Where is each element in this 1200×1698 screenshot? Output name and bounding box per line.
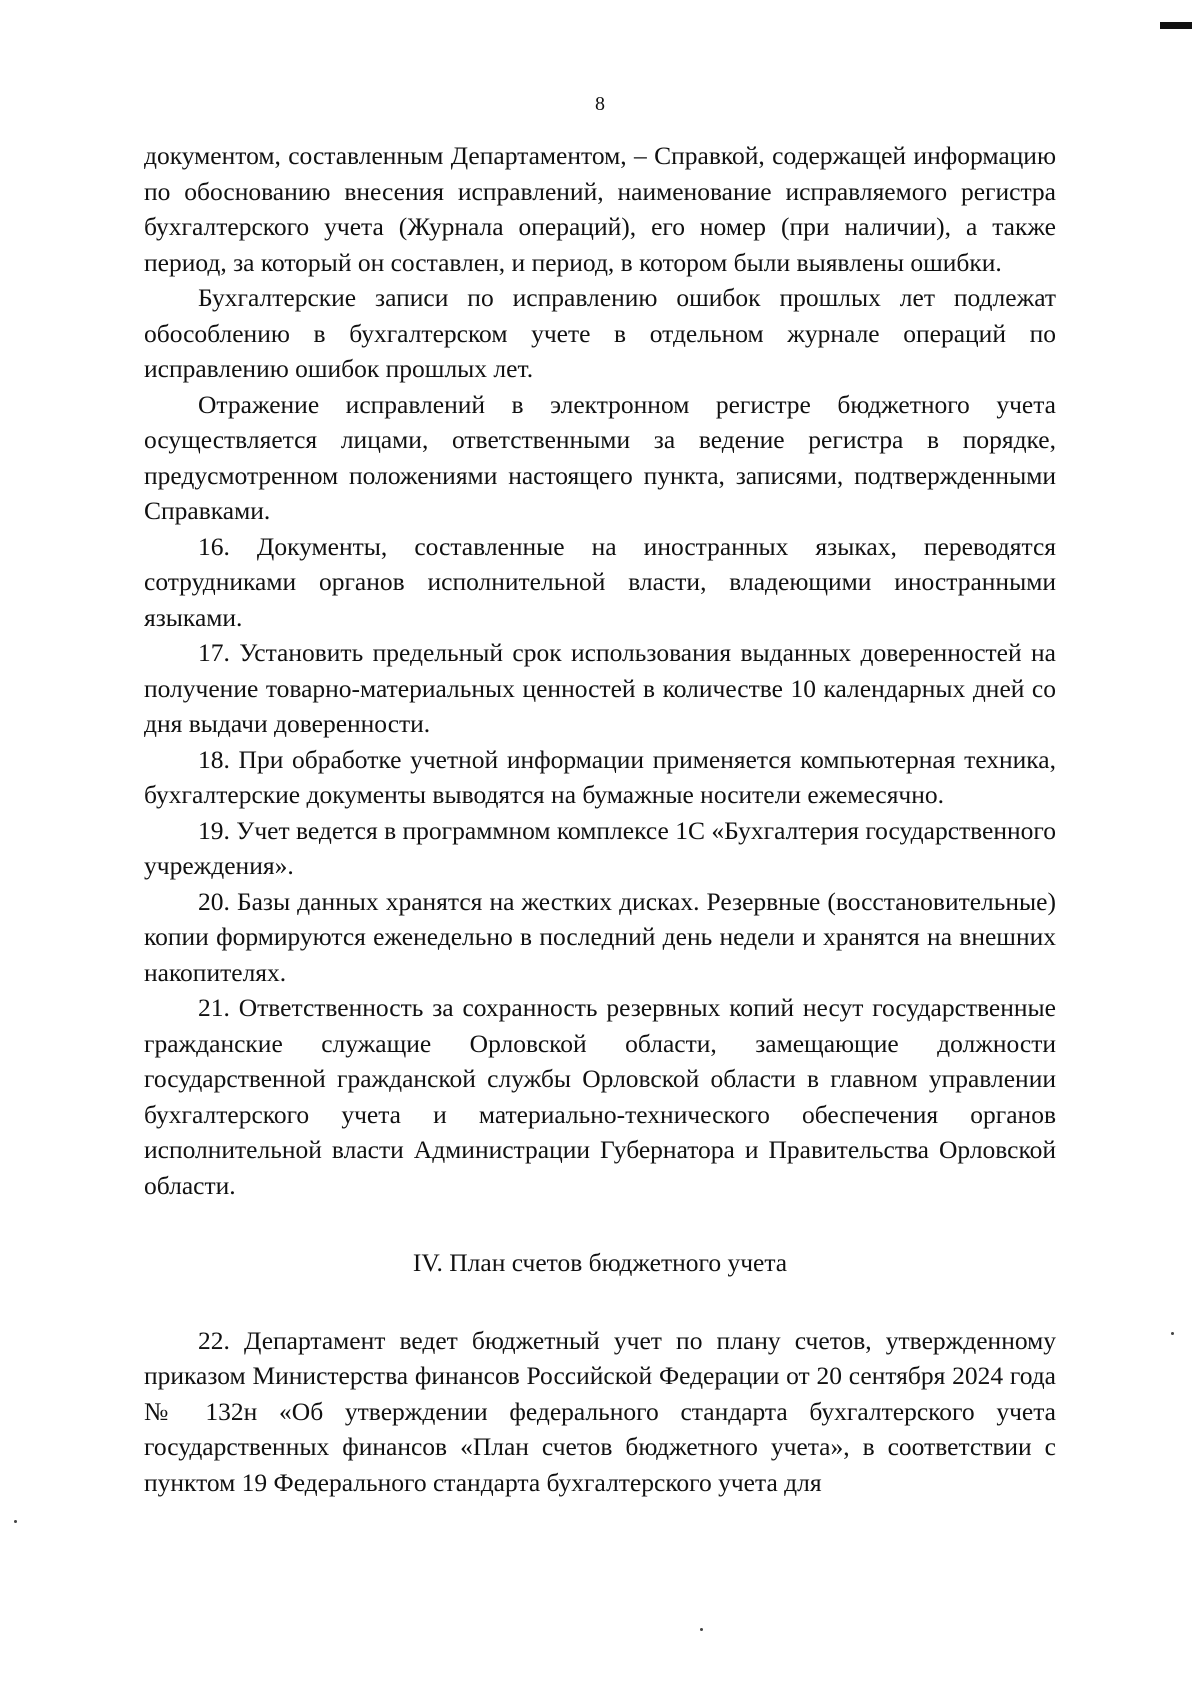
corner-scan-mark	[1160, 22, 1192, 29]
paragraph-continuation: документом, составленным Департаментом, – Справкой, содержащей информацию по обоснованию внесения исправлений, наименование исправляемого регистра бухгалтерского учета (Журнала операций), его номер (при наличии), а также период, за который он составлен, и период, в котором были выявлены ошибки.	[144, 141, 1056, 277]
section-heading: IV. План счетов бюджетного учета	[412, 1248, 788, 1277]
paragraph-item-19: 19. Учет ведется в программном комплексе 1С «Бухгалтерия государственного учреждения».	[144, 815, 1056, 880]
scan-speck	[700, 1628, 703, 1631]
paragraph-item-20: 20. Базы данных хранятся на жестких дисках. Резервные (восстановительные) копии формируются еженедельно в последний день недели и хранятся на внешних накопителях.	[144, 886, 1056, 987]
document-body	[144, 138, 1056, 1500]
scan-speck	[14, 1520, 17, 1523]
paragraph-item-16: 16. Документы, составленные на иностранных языках, переводятся сотрудниками органов исполнительной власти, владеющими иностранными языками.	[144, 531, 1056, 632]
paragraph-electronic-register: Отражение исправлений в электронном регистре бюджетного учета осуществляется лицами, ответственными за ведение регистра в порядке, предусмотренном положениями настоящего пункта, записями, подтвержденными Справками.	[144, 389, 1056, 525]
paragraph-item-18: 18. При обработке учетной информации применяется компьютерная техника, бухгалтерские документы выводятся на бумажные носители ежемесячно.	[144, 744, 1056, 809]
scan-speck	[1171, 1332, 1174, 1335]
page-number: 8	[595, 93, 605, 115]
paragraph-item-22: 22. Департамент ведет бюджетный учет по плану счетов, утвержденному приказом Министерства финансов Российской Федерации от 20 сентября 2024 года № 132н «Об утверждении федерального стандарта бухгалтерского учета государственных финансов «План счетов бюджетного учета», в соответствии с пунктом 19 Федерального стандарта бухгалтерского учета для	[144, 1325, 1056, 1497]
paragraph-errors-prior-years: Бухгалтерские записи по исправлению ошибок прошлых лет подлежат обособлению в бухгалтерском учете в отдельном журнале операций по исправлению ошибок прошлых лет.	[144, 283, 1056, 383]
paragraph-item-21: 21. Ответственность за сохранность резервных копий несут государственные гражданские служащие Орловской области, замещающие должности государственной гражданской службы Орловской области в главном управлении бухгалтерского учета и материально-технического обеспечения органов исполнительной власти Администрации Губернатора и Правительства Орловской области.	[144, 993, 1056, 1200]
paragraph-item-17: 17. Установить предельный срок использования выданных доверенностей на получение товарно-материальных ценностей в количестве 10 календарных дней со дня выдачи доверенности.	[144, 638, 1056, 738]
